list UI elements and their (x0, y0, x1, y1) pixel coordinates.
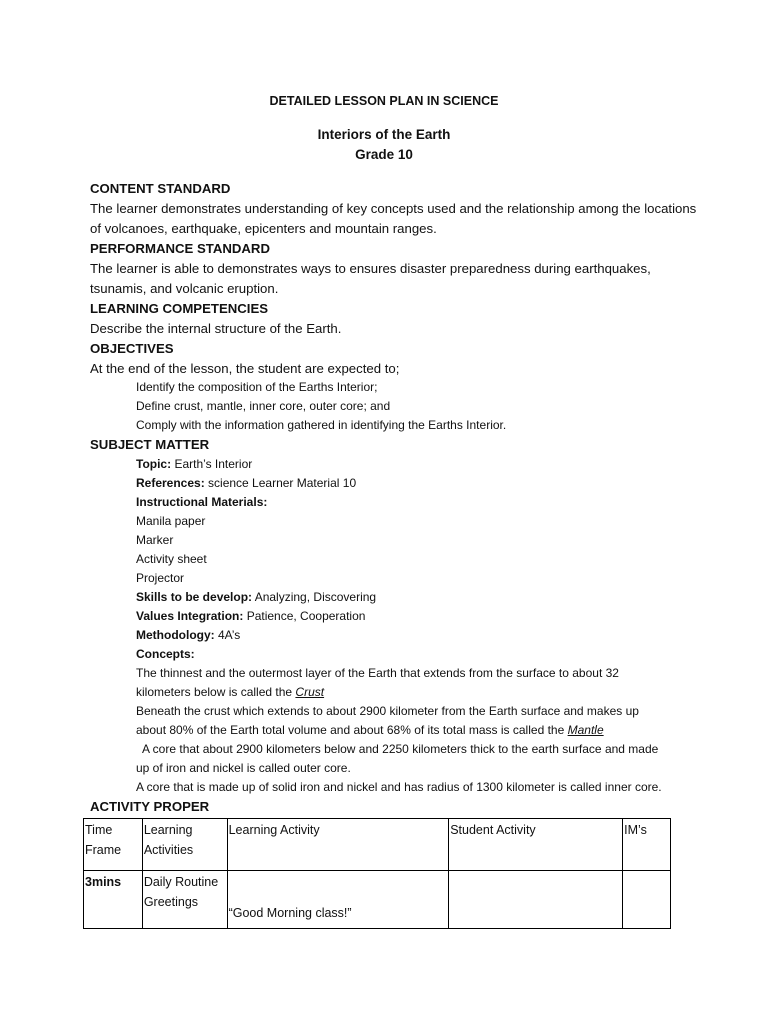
objectives-section (90, 339, 700, 379)
values-value: Patience, Cooperation (243, 609, 366, 623)
document-title: DETAILED LESSON PLAN IN SCIENCE (269, 94, 499, 108)
header-student-activity: Student Activity (449, 819, 623, 871)
concept-line (136, 721, 676, 740)
crust-term: Crust (295, 685, 325, 699)
table-header-row (84, 819, 671, 871)
topic-line (136, 455, 676, 474)
performance-standard-line: tsunamis, and volcanic eruption. (90, 281, 279, 296)
material-item: Marker (136, 533, 174, 547)
concept-line: A core that about 2900 kilometers below and 2250 kilometers thick to the earth surface and made (136, 742, 659, 756)
activity-proper-heading: ACTIVITY PROPER (90, 799, 210, 814)
topic-value: Earth’s Interior (171, 457, 253, 471)
values-line (136, 607, 676, 626)
objectives-intro: At the end of the lesson, the student are expected to; (90, 361, 400, 376)
materials-label: Instructional Materials: (136, 495, 268, 509)
references-line (136, 474, 676, 493)
mantle-term: Mantle (567, 723, 604, 737)
header-learning-activity: Learning Activity (227, 819, 449, 871)
header-ims: IM’s (623, 819, 671, 871)
cell-activities: Daily Routine Greetings (142, 871, 227, 929)
greeting-text: “Good Morning class!” (228, 906, 352, 920)
activity-table (83, 818, 671, 929)
concept-line: A core that is made up of solid iron and nickel and has radius of 1300 kilometer is called inner core. (136, 780, 662, 794)
objective-item: Identify the composition of the Earths Interior; (136, 380, 378, 394)
concept-line: up of iron and nickel is called outer core. (136, 761, 351, 775)
subject-matter-details (136, 455, 676, 797)
content-standard-section (90, 179, 700, 239)
cell-student-activity (449, 871, 623, 929)
grade-level: Grade 10 (355, 147, 413, 162)
document-subtitle: Interiors of the Earth (317, 127, 451, 142)
values-label: Values Integration: (136, 609, 244, 623)
concepts-label: Concepts: (136, 647, 195, 661)
objectives-list (136, 378, 676, 435)
material-item: Activity sheet (136, 552, 207, 566)
skills-value: Analyzing, Discovering (252, 590, 377, 604)
concept-line (136, 683, 676, 702)
methodology-line (136, 626, 676, 645)
references-label: References: (136, 476, 205, 490)
skills-label: Skills to be develop: (136, 590, 253, 604)
learning-competencies-line: Describe the internal structure of the Earth. (90, 321, 342, 336)
objectives-heading: OBJECTIVES (90, 341, 174, 356)
learning-competencies-heading: LEARNING COMPETENCIES (90, 301, 269, 316)
concept-text: kilometers below is called the (136, 685, 296, 699)
concept-line: The thinnest and the outermost layer of the Earth that extends from the surface to about 32 (136, 666, 619, 680)
concept-text: about 80% of the Earth total volume and about 68% of its total mass is called the (136, 723, 568, 737)
cell-learning-activity (227, 871, 449, 929)
activity-proper-heading-wrap (90, 797, 700, 817)
references-value: science Learner Material 10 (204, 476, 357, 490)
cell-ims (623, 871, 671, 929)
subject-matter-heading: SUBJECT MATTER (90, 437, 210, 452)
content-standard-line: of volcanoes, earthquake, epicenters and mountain ranges. (90, 221, 437, 236)
topic-label: Topic: (136, 457, 172, 471)
objective-item: Define crust, mantle, inner core, outer core; and (136, 399, 391, 413)
subject-matter-heading-wrap (90, 435, 700, 455)
cell-time: 3mins (84, 871, 143, 929)
performance-standard-section (90, 239, 700, 299)
content-standard-line: The learner demonstrates understanding of key concepts used and the relationship among the locations (90, 201, 697, 216)
methodology-label: Methodology: (136, 628, 215, 642)
material-item: Projector (136, 571, 185, 585)
performance-standard-line: The learner is able to demonstrates ways to ensures disaster preparedness during earthquakes, (90, 261, 651, 276)
content-standard-heading: CONTENT STANDARD (90, 181, 231, 196)
material-item: Manila paper (136, 514, 206, 528)
header-learning-activities: Learning Activities (142, 819, 227, 871)
header-time-frame: Time Frame (84, 819, 143, 871)
objective-item: Comply with the information gathered in identifying the Earths Interior. (136, 418, 507, 432)
methodology-value: 4A’s (214, 628, 241, 642)
table-row (84, 871, 671, 929)
concept-line: Beneath the crust which extends to about 2900 kilometer from the Earth surface and makes up (136, 704, 639, 718)
performance-standard-heading: PERFORMANCE STANDARD (90, 241, 270, 256)
learning-competencies-section (90, 299, 700, 339)
skills-line (136, 588, 676, 607)
